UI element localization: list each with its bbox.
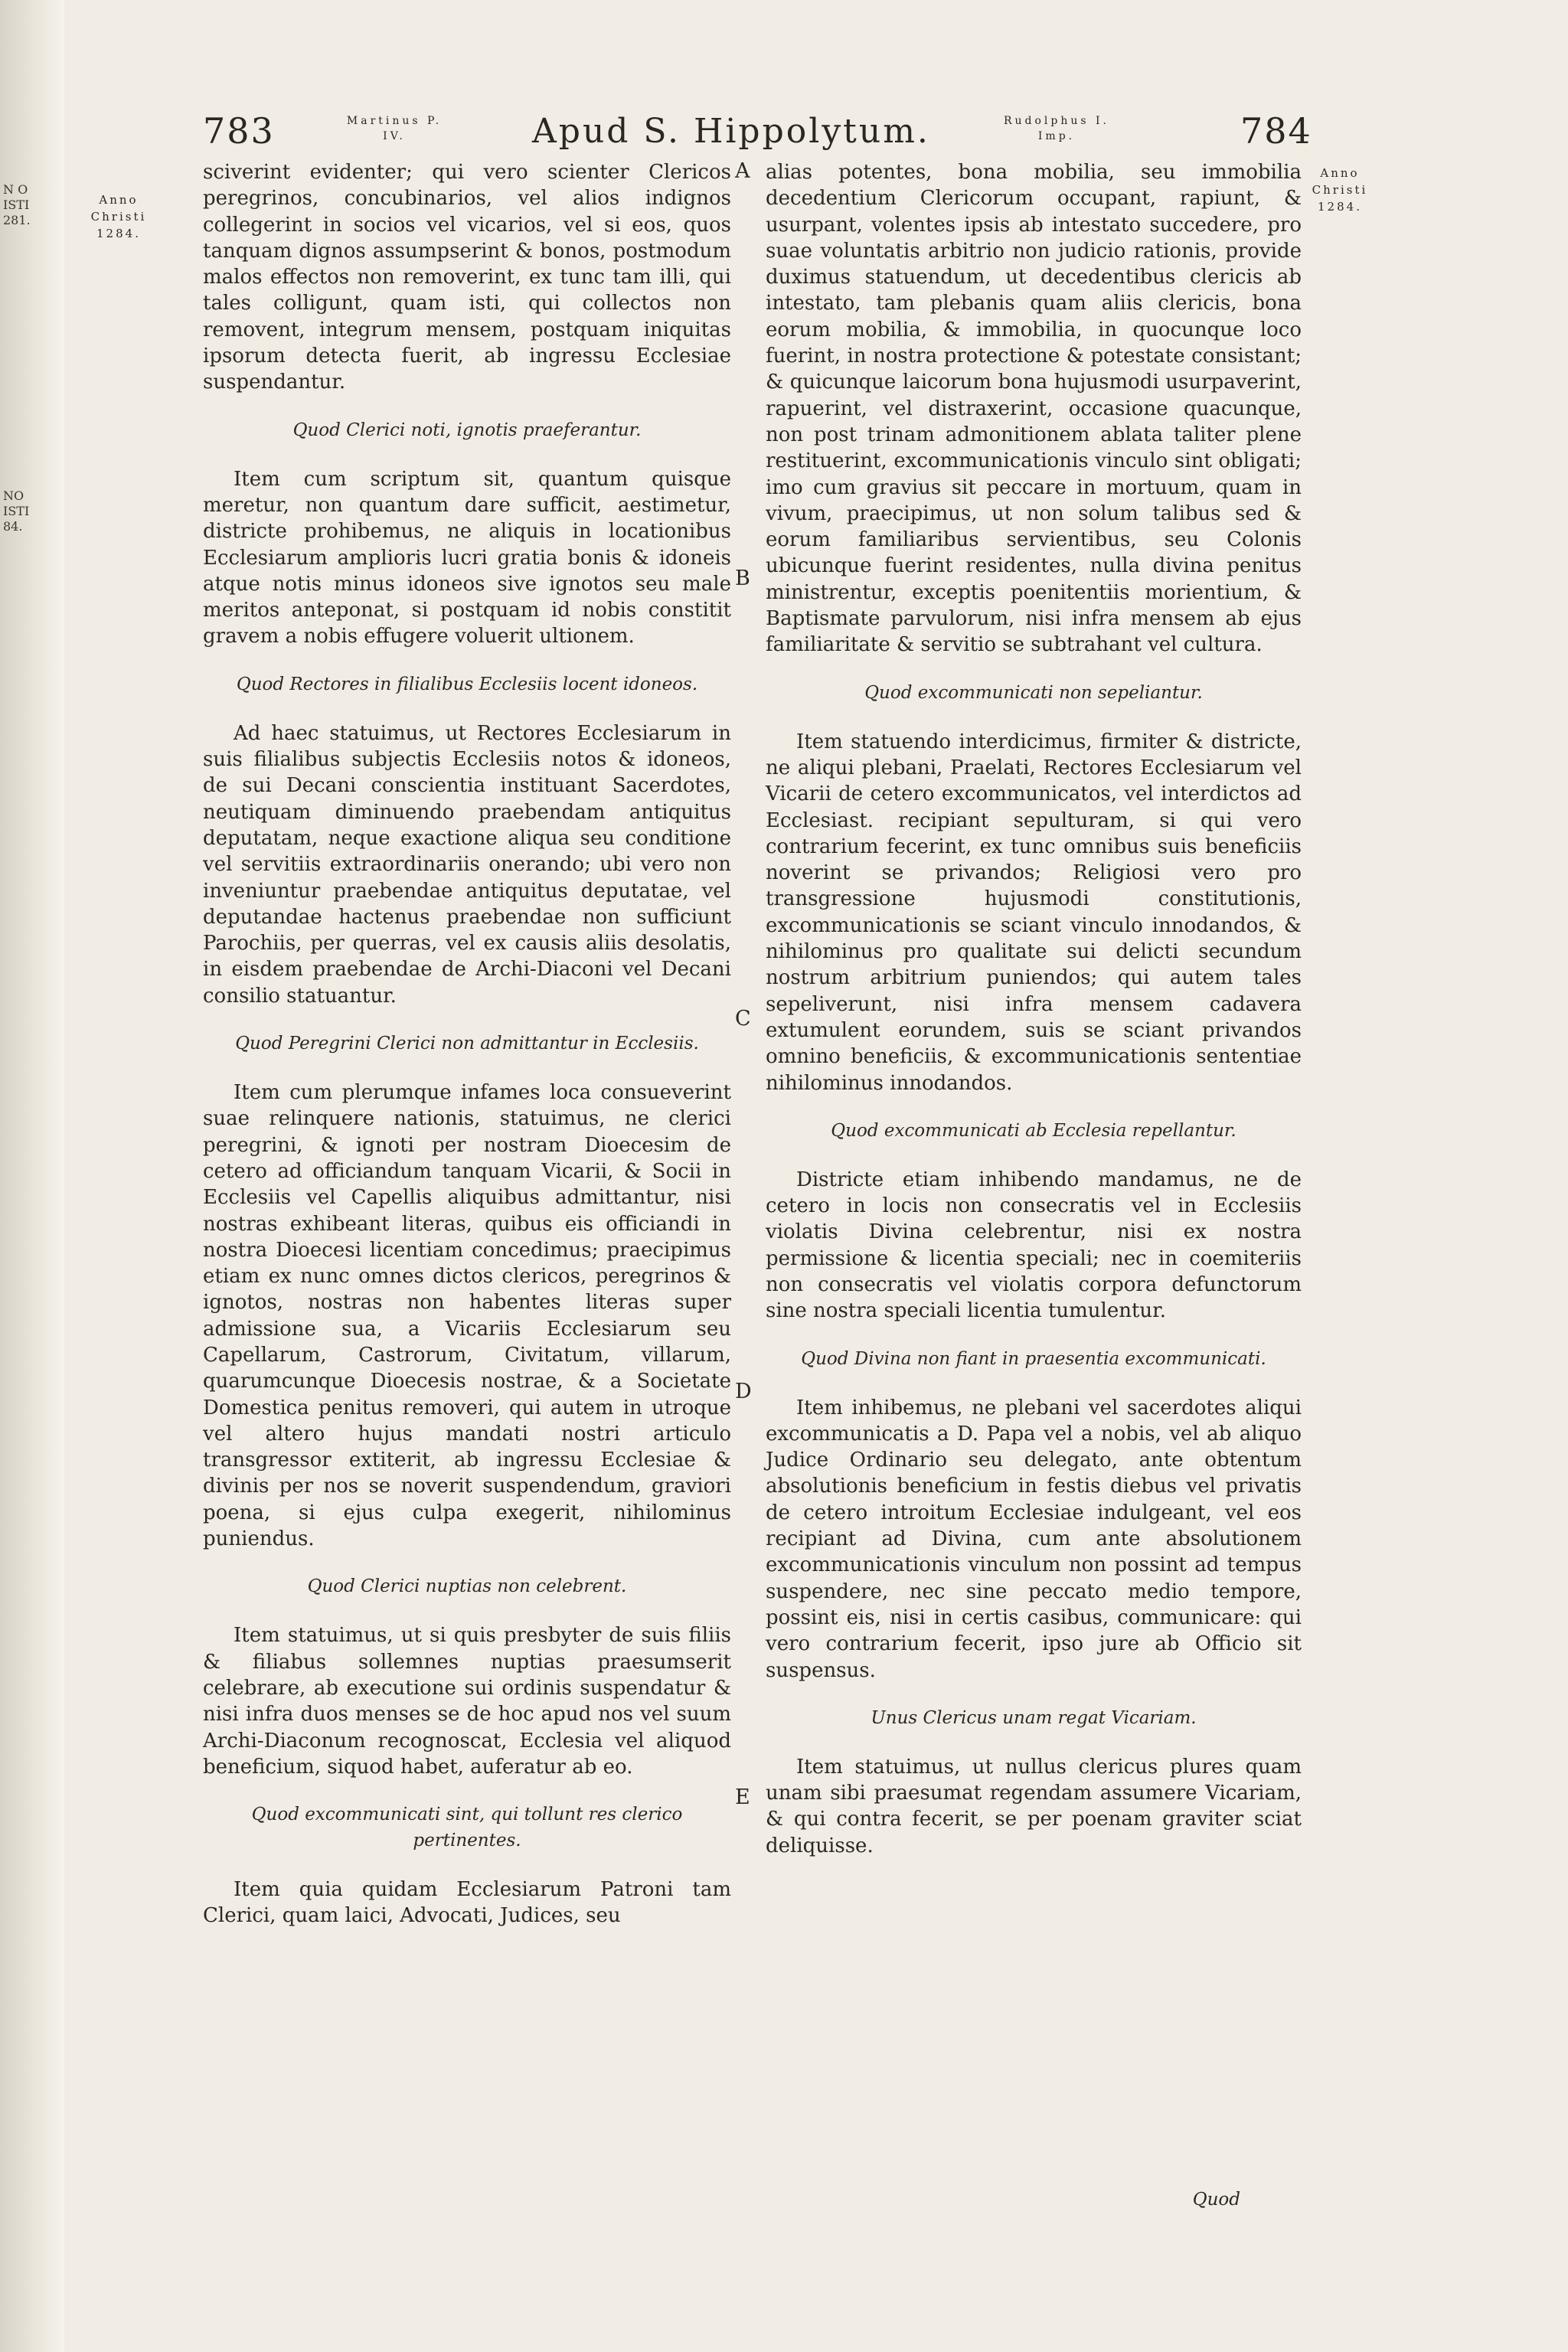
left-paragraph-3: Ad haec statuimus, ut Rectores Ecclesiarum in suis filialibus subjectis Ecclesiis notos & idoneos, de sui Decani conscientia instituant Sacerdotes, neutiquam diminuendo praebendam antiquitus deputatam, neque exactione aliqua seu conditione vel servitiis extraordinariis onerando; ubi vero non inveniuntur praebendae antiquitus deputatae, vel deputandae hactenus praebendae non sufficiunt Parochiis, per querras, vel ex causis aliis desolatis, in eisdem praebendae de Archi-Diaconi vel Decani consilio statuantur. [203, 721, 731, 1008]
book-spine-edge [0, 0, 64, 2352]
left-running-header: Martinus P. IV. [346, 115, 443, 142]
margin-letter-d: D [735, 1380, 752, 1403]
margin-letter-c: C [735, 1007, 751, 1031]
right-paragraph-3: Districte etiam inhibendo mandamus, ne de cetero in locis non consecratis vel in Ecclesiis violatis Divina celebrentur, nisi ex nostra permissione & licentia speciali; nec in coemiteriis non consecratis vel violatis corpora defunctorum sine nostra speciali licentia tumulentur. [766, 1168, 1302, 1323]
right-running-header: Rudolphus I. Imp. [1003, 115, 1110, 142]
left-paragraph-6: Item quia quidam Ecclesiarum Patroni tam Clerici, quam laici, Advocati, Judices, seu [203, 1878, 731, 1928]
right-paragraph-5: Item statuimus, ut nullus clericus plures quam unam sibi praesumat regendam assumere Vicariam, & qui contra fecerit, se per poenam graviter sciat deliquisse. [766, 1755, 1302, 1857]
right-paragraph-2: Item statuendo interdicimus, firmiter & districte, ne aliqui plebani, Praelati, Rectores Ecclesiarum vel Vicarii de cetero excommunicatos, vel interdictos ad Ecclesiast. recipiant sepulturam, si qui vero contrarium fecerint, ex tunc omnibus suis beneficiis noverint se privandos; Religiosi vero pro transgressione hujusmodi constitutionis, excommunicationis se sciant vinculo innodandos, & nihilominus pro qualitate sui delicti secundum nostrum arbitrium puniendos; qui autem tales sepeliverunt, nisi infra mensem cadavera extumulent eorundem, suis se sciant privandos omnino beneficiis, & excommunicationis sententiae nihilominus innodandos. [766, 730, 1302, 1095]
margin-letter-b: B [735, 567, 750, 590]
prev-page-margin-mark: N O ISTI 281. [3, 182, 31, 227]
right-heading-3: Quod Divina non fiant in praesentia excommunicati. [801, 1348, 1266, 1369]
margin-letter-e: E [735, 1785, 750, 1809]
anno-christi-left: Anno Christi 1284. [90, 193, 147, 240]
right-text-column [766, 159, 1302, 2257]
prev-page-margin-mark-2: NO ISTI 84. [3, 488, 30, 534]
left-paragraph-1: sciverint evidenter; qui vero scienter Clericos peregrinos, concubinarios, vel alios indignos collegerint in socios vel vicarios, vel si eos, quos tanquam dignos assumpserint & bonos, postmodum malos effectos non removerint, ex tunc tam illi, qui tales colligunt, quam isti, qui collectos non removent, integrum mensem, postquam iniquitas ipsorum detecta fuerit, ab ingressu Ecclesiae suspendantur. [203, 161, 731, 394]
left-heading-3: Quod Peregrini Clerici non admittantur in Ecclesiis. [235, 1034, 699, 1054]
left-heading-4: Quod Clerici nuptias non celebrent. [307, 1576, 627, 1597]
margin-letter-a: A [735, 159, 750, 183]
left-paragraph-5: Item statuimus, ut si quis presbyter de suis filiis & filiabus sollemnes nuptias praesumserit celebrare, ab executione sui ordinis suspendatur & nisi infra duos menses se de hoc apud nos vel suum Archi-Diaconum recognoscat, Ecclesia vel aliquod beneficium, siquod habet, auferatur ab eo. [203, 1624, 731, 1779]
left-text-column [203, 159, 731, 2257]
right-heading-1: Quod excommunicati non sepeliantur. [864, 682, 1203, 703]
anno-christi-right: Anno Christi 1284. [1312, 166, 1368, 214]
left-page-number: 783 [203, 110, 275, 152]
running-title: Apud S. Hippolytum. [532, 112, 930, 151]
right-heading-4: Unus Clericus unam regat Vicariam. [871, 1707, 1197, 1728]
book-page [73, 92, 1558, 2328]
left-paragraph-2: Item cum scriptum sit, quantum quisque meretur, non quantum dare sufficit, aestimetur, districte prohibemus, ne aliquis in locationibus Ecclesiarum amplioris lucri gratia bonis & idoneis atque notis minus idoneos sive ignotos seu male meritos anteponat, si postquam id nobis constitit gravem a nobis effugere voluerit ultionem. [203, 467, 731, 648]
right-heading-2: Quod excommunicati ab Ecclesia repellantur. [831, 1120, 1236, 1141]
right-page-number: 784 [1240, 110, 1312, 152]
left-heading-2: Quod Rectores in filialibus Ecclesiis locent idoneos. [236, 674, 698, 694]
left-heading-1: Quod Clerici noti, ignotis praeferantur. [292, 420, 642, 440]
right-paragraph-4: Item inhibemus, ne plebani vel sacerdotes aliqui excommunicatis a D. Papa vel a nobis, vel ab aliquo Judice Ordinario seu delegato, ante obtentum absolutionis beneficium in festis diebus vel privatis de cetero introitum Ecclesiae indulgeant, vel eos recipiant ad Divina, cum ante absolutionem excommunicationis vinculum non possint ad tempus suspendere, nec sine peccato medio tempore, possint eis, nisi in certis casibus, communicare: qui vero contrarium fecerit, ipso jure ab Officio sit suspensus. [766, 1396, 1302, 1682]
right-paragraph-1: alias potentes, bona mobilia, seu immobilia decedentium Clericorum occupant, rapiunt, & usurpant, volentes ipsis ab intestato succedere, pro suae voluntatis arbitrio non judicio rationis, provide duximus statuendum, ut decedentibus clericis ab intestato, tam plebanis quam aliis clericis, bona eorum mobilia, & immobilia, in quocunque loco fuerint, in nostra protectione & potestate consistant; & quicunque laicorum bona hujusmodi usurpaverint, rapuerint, vel distraxerint, occasione quacunque, non post trinam admonitionem ablata taliter plene restituerint, excommunicationis vinculo sint obligati; imo cum gravius sit peccare in mortuum, quam in vivum, praecipimus, ut non solum talibus sed & eorum familiaribus servientibus, seu Colonis ubicunque fuerint residentes, nulla divina penitus ministrentur, exceptis poenitentiis morientium, & Baptismate parvulorum, nisi infra mensem ab ejus familiaritate & servitio se subtrahant vel cultura. [766, 161, 1302, 657]
left-heading-5: Quod excommunicati sint, qui tollunt res clerico pertinentes. [251, 1805, 683, 1851]
catchword: Quod [1192, 2190, 1240, 2210]
left-paragraph-4: Item cum plerumque infames loca consueverint suae relinquere nationis, statuimus, ne clerici peregrini, & ignoti per nostram Dioecesim de cetero ad officiandum tanquam Vicarii, & Socii in Ecclesiis vel Capellis aliquibus admittantur, nisi nostras exhibeant literas, quibus eis officiandi in nostra Dioecesi licentiam concedimus; praecipimus etiam ex nunc omnes dictos clericos, peregrinos & ignotos, nostras non habentes literas super admissione sua, a Vicariis Ecclesiarum seu Capellarum, Castrorum, Civitatum, villarum, quarumcunque Dioecesis nostrae, & a Societate Domestica penitus removeri, qui autem in utroque vel altero hujus mandati nostri articulo transgressor extiterit, ab ingressu Ecclesiae & divinis per nos se noverit suspendendum, graviori poena, si ejus culpa exegerit, nihilominus puniendus. [203, 1081, 731, 1551]
